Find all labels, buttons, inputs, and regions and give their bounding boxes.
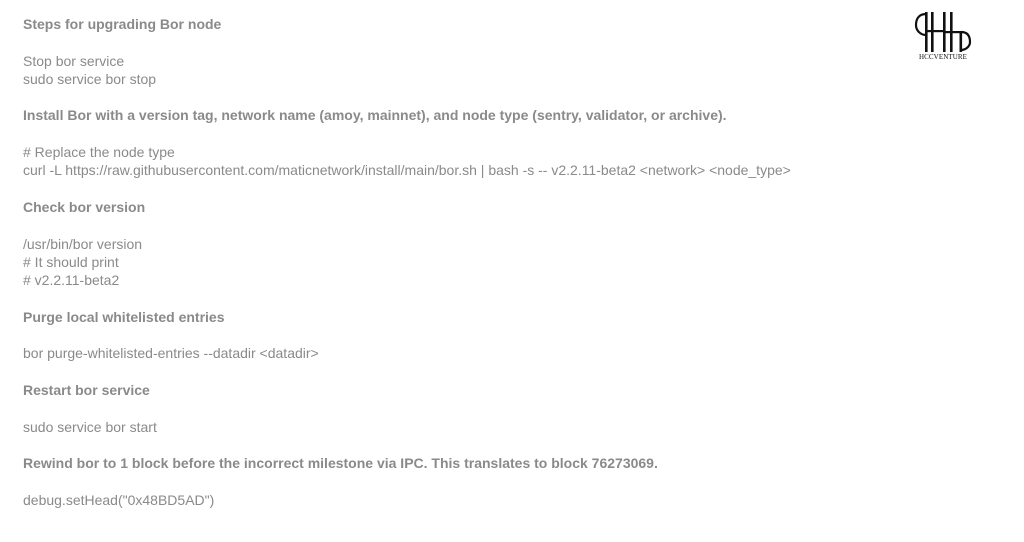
section-heading: Steps for upgrading Bor node [23, 16, 222, 32]
section-heading: Install Bor with a version tag, network name (amoy, mainnet), and node type (sentry, validator, or archive). [23, 107, 727, 124]
section-heading: Restart bor service [23, 381, 150, 398]
command-line: debug.setHead("0x48BD5AD") [23, 491, 215, 508]
hh-monogram-icon [912, 10, 974, 54]
instruction-line: Stop bor service [23, 52, 125, 69]
command-line: bor purge-whitelisted-entries --datadir <datadir> [23, 345, 319, 362]
comment-line: # It should print [23, 253, 119, 270]
command-line: sudo service bor stop [23, 70, 157, 87]
section-heading: Purge local whitelisted entries [23, 308, 225, 325]
command-line: sudo service bor start [23, 418, 157, 435]
section-heading: Check bor version [23, 198, 146, 215]
comment-line: # Replace the node type [23, 144, 175, 161]
logo-wordmark: HCCVENTURE [918, 53, 968, 61]
command-line: curl -L https://raw.githubusercontent.com/maticnetwork/install/main/bor.sh | bash -s -- v2.2.11-beta2 <network> <node_type> [23, 162, 791, 179]
command-line: /usr/bin/bor version [23, 235, 143, 252]
comment-line: # v2.2.11-beta2 [23, 272, 120, 289]
brand-logo [912, 10, 974, 62]
section-heading: Rewind bor to 1 block before the incorrect milestone via IPC. This translates to block 76273069. [23, 455, 658, 472]
upgrade-steps [23, 15, 883, 509]
